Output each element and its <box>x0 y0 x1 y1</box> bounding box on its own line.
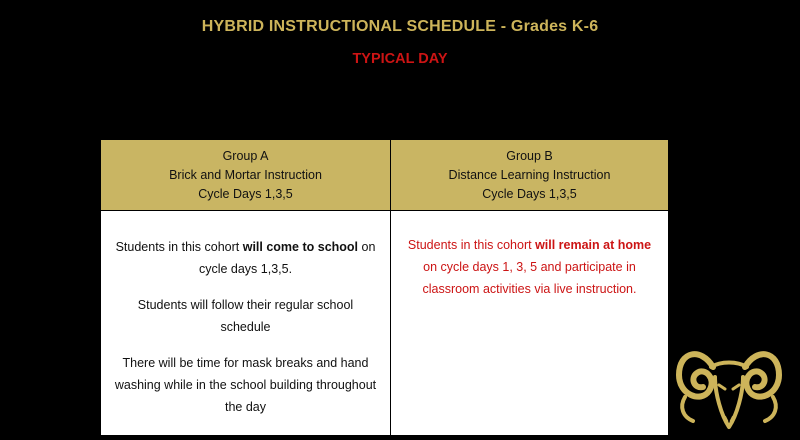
group-a-schedule-text: Students will follow their regular school schedule <box>137 298 354 334</box>
group-b-header <box>391 140 669 211</box>
group-b-days: Cycle Days 1,3,5 <box>482 186 577 201</box>
group-a-mask-break-text: There will be time for mask breaks and hand washing while in the school building throughout the day <box>114 356 377 414</box>
group-b-details <box>391 211 669 436</box>
table-header-row <box>101 140 669 211</box>
group-b-attendance-text: Students in this cohort will remain at home on cycle days 1, 3, 5 and participate in classroom activities via live instruction. <box>407 238 652 296</box>
table-row <box>101 211 669 436</box>
group-b-attendance-emphasis: will remain at home <box>535 238 652 252</box>
group-b-title: Group B <box>506 148 553 163</box>
ram-head-icon <box>671 337 787 433</box>
group-a-mode: Brick and Mortar Instruction <box>169 167 322 182</box>
group-a-title: Group A <box>222 148 269 163</box>
group-a-attendance-emphasis: will come to school <box>242 240 359 254</box>
group-a-days: Cycle Days 1,3,5 <box>198 186 293 201</box>
group-a-header <box>101 140 391 211</box>
group-a-attendance-text: Students in this cohort will come to school on cycle days 1,3,5. <box>115 240 376 276</box>
schedule-table <box>100 139 669 436</box>
group-b-mode: Distance Learning Instruction <box>448 167 611 182</box>
group-a-details <box>101 211 391 436</box>
page-subtitle: TYPICAL DAY <box>352 51 448 67</box>
page-title: HYBRID INSTRUCTIONAL SCHEDULE - Grades K-6 <box>201 18 599 35</box>
